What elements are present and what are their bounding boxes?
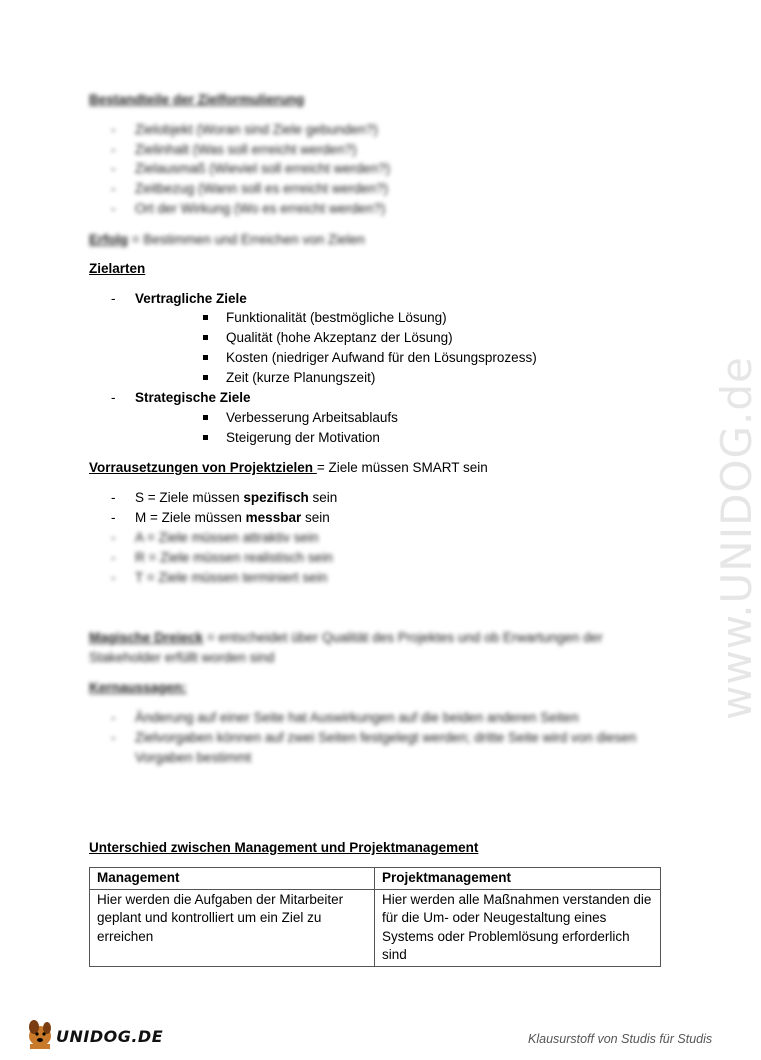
list-item: Kosten (niedriger Aufwand für den Lösungsprozess) (226, 350, 537, 365)
blurred-item: Zielvorgaben können auf zwei Seiten festgelegt werden; dritte Seite wird von diesen (135, 730, 637, 745)
table-cell-projektmanagement: Hier werden alle Maßnahmen verstanden die für die Um- oder Neugestaltung eines Systems oder Problemlösung erforderlich sind (375, 889, 661, 966)
table-header-management: Management (90, 868, 375, 890)
list-item: Verbesserung Arbeitsablaufs (226, 410, 398, 425)
list-item: Steigerung der Motivation (226, 430, 380, 445)
kern-heading: Kernaussagen: (89, 680, 187, 695)
bullet-icon (203, 375, 208, 380)
bullet-icon (203, 415, 208, 420)
bullet-icon (203, 355, 208, 360)
magisch-line2: Stakeholder erfüllt worden sind (89, 650, 275, 665)
unterschied-heading: Unterschied zwischen Management und Projektmanagement (89, 840, 479, 855)
smart-item-s: S = Ziele müssen spezifisch sein (135, 490, 338, 505)
blurred-erfolg: Erfolg = Bestimmen und Erreichen von Zielen (89, 232, 365, 247)
blurred-item: Änderung auf einer Seite hat Auswirkungen auf die beiden anderen Seiten (135, 710, 579, 725)
table-header-row (90, 868, 661, 890)
blurred-item: Zielausmaß (Wieviel soll erreicht werden?) (135, 161, 391, 176)
blurred-item: R = Ziele müssen realistisch sein (135, 550, 333, 565)
list-item: Qualität (hohe Akzeptanz der Lösung) (226, 330, 453, 345)
blurred-item: Ort der Wirkung (Wo es erreicht werden?) (135, 201, 386, 216)
blurred-item: T = Ziele müssen terminiert sein (135, 570, 328, 585)
bullet-icon (203, 315, 208, 320)
watermark: www.UNIDOG.de (712, 356, 761, 720)
list-item: Funktionalität (bestmögliche Lösung) (226, 310, 447, 325)
smart-heading: Vorrausetzungen von Projektzielen = Ziele müssen SMART sein (89, 460, 488, 475)
blurred-heading: Bestandteile der Zielformulierung (89, 92, 305, 107)
smart-item-m: M = Ziele müssen messbar sein (135, 510, 330, 525)
table-row (90, 889, 661, 966)
group-label-strategisch: Strategische Ziele (135, 390, 251, 405)
comparison-table (89, 867, 661, 967)
blurred-item: Zeitbezug (Wann soll es erreicht werden?) (135, 181, 389, 196)
logo-text: UNIDOG.DE (56, 1027, 164, 1046)
blurred-item: Zielobjekt (Woran sind Ziele gebunden?) (135, 122, 378, 137)
blurred-item: Vorgaben bestimmt (135, 750, 252, 765)
blurred-item: Zielinhalt (Was soll erreicht werden?) (135, 142, 357, 157)
bullet-icon (203, 335, 208, 340)
bullet-icon (203, 435, 208, 440)
table-cell-management: Hier werden die Aufgaben der Mitarbeiter geplant und kontrolliert um ein Ziel zu erreichen (90, 889, 375, 966)
list-item: Zeit (kurze Planungszeit) (226, 370, 376, 385)
footer-tagline: Klausurstoff von Studis für Studis (528, 1032, 713, 1046)
zielarten-heading: Zielarten (89, 261, 146, 276)
group-label-vertraglich: Vertragliche Ziele (135, 291, 247, 306)
magisch-line1: Magische Dreieck = entscheidet über Qualität des Projektes und ob Erwartungen der (89, 630, 603, 645)
blurred-item: A = Ziele müssen attraktiv sein (135, 530, 319, 545)
table-header-projektmanagement: Projektmanagement (375, 868, 661, 890)
